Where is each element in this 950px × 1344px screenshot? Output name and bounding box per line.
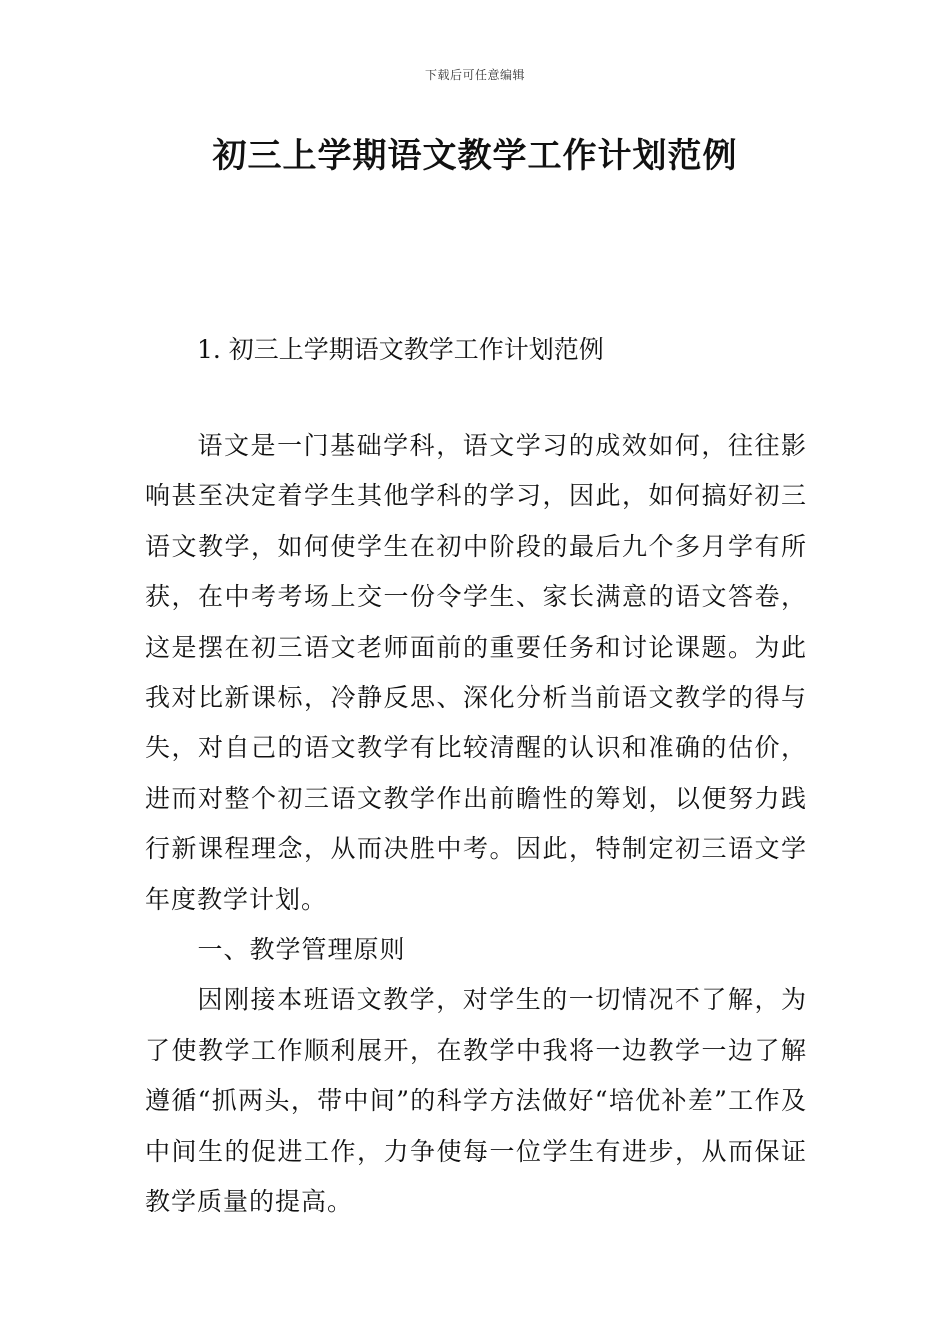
intro-paragraph: 语文是一门基础学科，语文学习的成效如何，往往影响甚至决定着学生其他学科的学习，因此，如何搞好初三语文教学，如何使学生在初中阶段的最后九个多月学有所获，在中考考场上交一份令学生、家长满意的语文答卷，这是摆在初三语文老师面前的重要任务和讨论课题。为此我对比新课标，冷静反思、深化分析当前语文教学的得与失，对自己的语文教学有比较清醒的认识和准确的估价，进而对整个初三语文教学作出前瞻性的筹划，以便努力践行新课程理念，从而决胜中考。因此，特制定初三语文学年度教学计划。 bbox=[145, 431, 807, 914]
section-heading: 1. 初三上学期语文教学工作计划范例 bbox=[197, 335, 604, 364]
sub-heading-teaching-principles: 一、教学管理原则 bbox=[197, 935, 406, 965]
header-note: 下载后可任意编辑 bbox=[424, 68, 525, 82]
principles-paragraph: 因刚接本班语文教学，对学生的一切情况不了解，为了使教学工作顺利展开，在教学中我将一边教学一边了解遵循“抓两头，带中间”的科学方法做好“培优补差”工作及中间生的促进工作，力争使每一位学生有进步，从而保证教学质量的提高。 bbox=[145, 985, 807, 1217]
document-title: 初三上学期语文教学工作计划范例 bbox=[212, 136, 738, 176]
document-body bbox=[145, 330, 807, 1228]
